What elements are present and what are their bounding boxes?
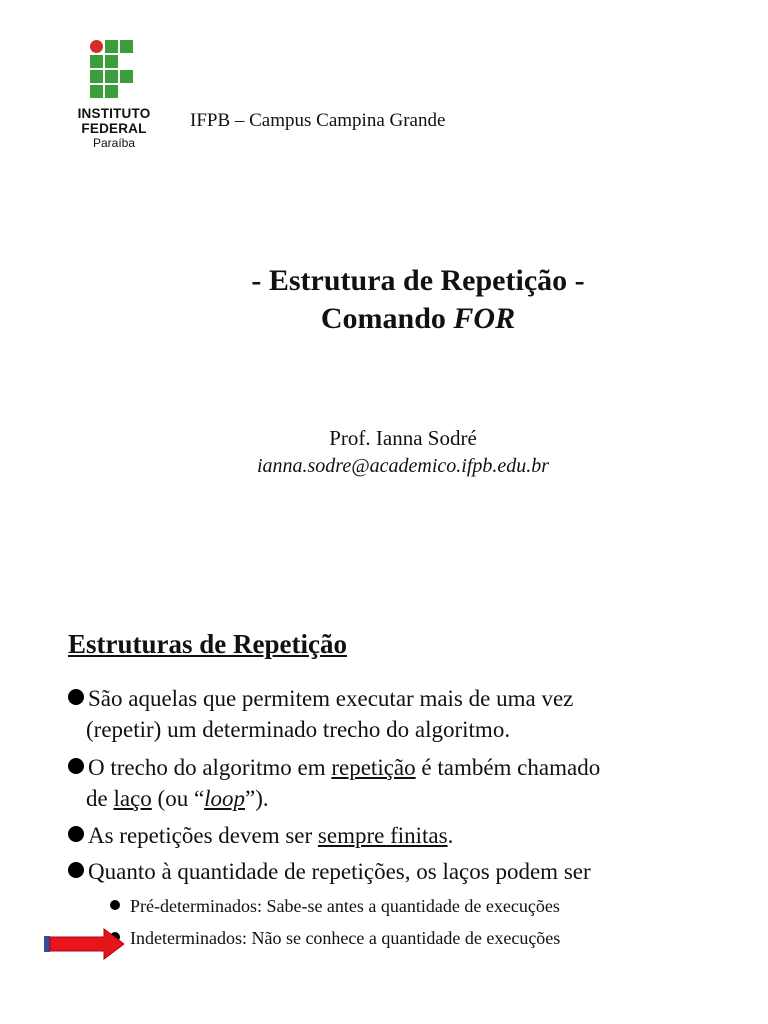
bullet-text: As repetições devem ser: [88, 823, 318, 848]
bullet-text: é também chamado: [415, 755, 601, 780]
section-heading: Estruturas de Repetição: [68, 629, 347, 659]
logo-square: [120, 70, 133, 83]
title-line2-prefix: Comando: [320, 302, 454, 335]
logo-red-circle: [90, 40, 103, 53]
sub-bullet-item: [110, 927, 560, 949]
bullet-text: Quanto à quantidade de repetições, os laços podem ser: [88, 859, 591, 884]
logo-square: [105, 55, 118, 68]
underlined-term: repetição: [331, 755, 416, 780]
logo-square: [105, 85, 118, 98]
red-arrow-icon: [44, 928, 124, 960]
campus-label: IFPB – Campus Campina Grande: [190, 110, 446, 131]
logo-text-line1: INSTITUTO: [77, 106, 151, 121]
sub-bullet-text: Pré-determinados: Sabe-se antes a quantidade de execuções: [130, 896, 560, 916]
sub-bullet-item: [110, 895, 560, 917]
bullet-dot: [68, 758, 84, 774]
author-name: Prof. Ianna Sodré: [329, 426, 477, 450]
underlined-term: laço: [113, 786, 152, 811]
logo-square: [120, 40, 133, 53]
bullet-item: [68, 752, 600, 814]
bullet-text-continued: (repetir) um determinado trecho do algoritmo.: [86, 717, 511, 742]
logo-text-line3: Paraíba: [92, 136, 136, 150]
bullet-dot: [68, 862, 84, 878]
bullet-text: .: [447, 823, 454, 848]
bullet-dot: [68, 826, 84, 842]
author-email: ianna.sodre@academico.ifpb.edu.br: [256, 455, 550, 477]
bullet-text: O trecho do algoritmo em: [88, 755, 332, 780]
bullet-item: [68, 820, 453, 851]
slide-title: [0, 262, 768, 338]
bullet-item: [68, 856, 591, 887]
logo-square: [105, 70, 118, 83]
title-line2: [0, 300, 768, 338]
ifpb-logo: [64, 40, 164, 155]
title-line2-italic: FOR: [453, 302, 516, 335]
bullet-text: ”).: [245, 786, 269, 811]
title-line1: - Estrutura de Repetição -: [251, 264, 585, 297]
logo-text-line2: FEDERAL: [81, 121, 147, 136]
underlined-term: sempre finitas: [317, 823, 448, 848]
bullet-dot: [68, 689, 84, 705]
italic-term: loop: [204, 786, 246, 811]
logo-square: [90, 70, 103, 83]
logo-square: [90, 55, 103, 68]
logo-square: [105, 40, 118, 53]
bullet-text: de: [86, 786, 114, 811]
bullet-item: [68, 683, 573, 745]
bullet-text: (ou “: [151, 786, 205, 811]
bullet-text: São aquelas que permitem executar mais de uma vez: [88, 686, 574, 711]
sub-bullet-dot: [110, 900, 120, 910]
sub-bullet-text: Indeterminados: Não se conhece a quantidade de execuções: [130, 928, 561, 948]
logo-square: [90, 85, 103, 98]
